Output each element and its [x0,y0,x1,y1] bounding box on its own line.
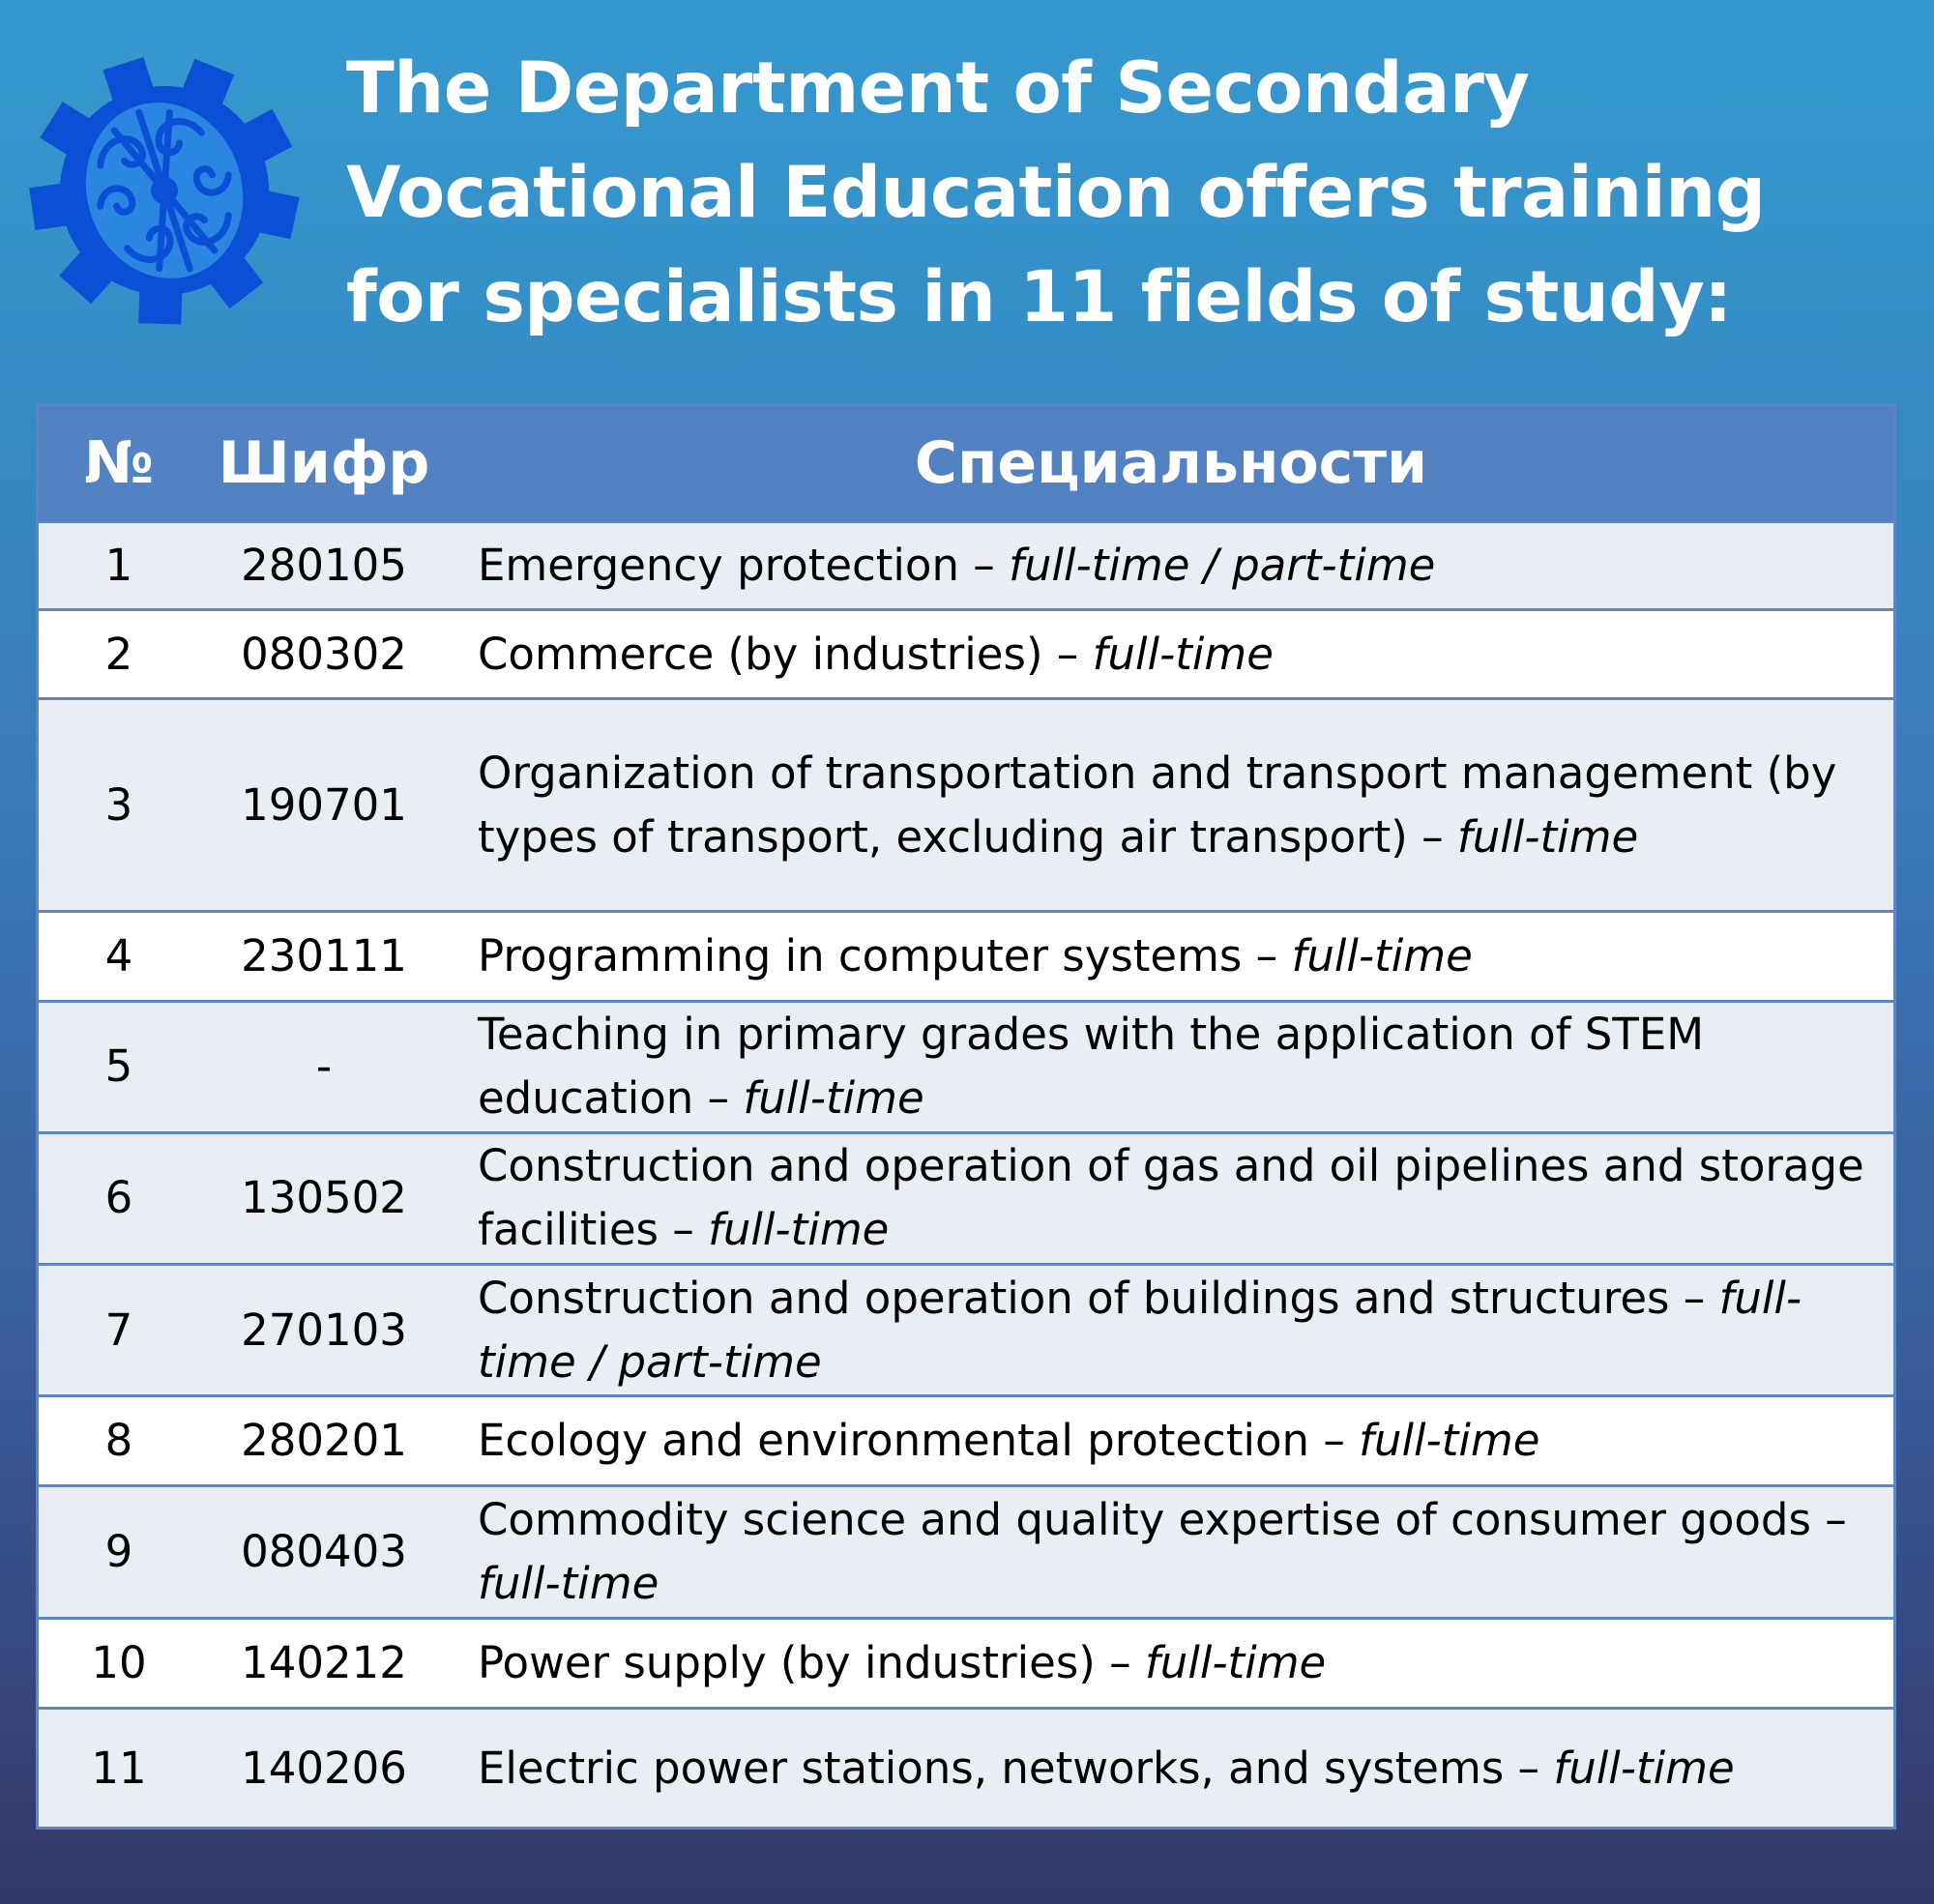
specialty-name: Construction and operation of gas and oil pipelines and storage facilities – [478,1140,1864,1256]
study-mode: full-time [1456,810,1639,863]
row-number: 10 [39,1618,199,1708]
row-code: 190701 [199,699,449,912]
row-code: 270103 [199,1264,449,1395]
row-code: 230111 [199,912,449,1002]
row-number: 3 [39,699,199,912]
row-code: 280201 [199,1396,449,1485]
row-specialty [449,1709,1893,1827]
gear-emblem-icon [29,53,300,329]
header-number: № [39,406,199,522]
page-title: The Department of Secondary Vocational Education offers training for specialists in 11 fields of study: [346,47,1766,338]
row-specialty [449,522,1893,610]
table-row [39,912,1893,1002]
study-mode: full-time [1553,1742,1735,1794]
table-row [39,610,1893,699]
row-number: 5 [39,1002,199,1132]
row-code: 130502 [199,1132,449,1264]
row-specialty [449,1002,1893,1132]
row-specialty [449,699,1893,912]
row-number: 8 [39,1396,199,1485]
specialty-name: Teaching in primary grades with the application of STEM education – [478,1009,1705,1125]
study-mode: full-time [1359,1414,1540,1466]
study-mode: full-time [1092,628,1274,680]
header-specialties: Специальности [449,406,1893,522]
table-row [39,1709,1893,1827]
specialty-name: Electric power stations, networks, and systems – [478,1742,1554,1794]
row-number: 6 [39,1132,199,1264]
study-mode: full-time / part-time [478,1272,1802,1388]
specialty-name: Ecology and environmental protection – [478,1414,1360,1466]
row-number: 2 [39,610,199,699]
row-number: 9 [39,1485,199,1618]
study-mode: full-time [1144,1636,1327,1688]
table-header-row [39,406,1893,522]
table-row [39,1485,1893,1618]
header-code: Шифр [199,406,449,522]
specialty-name: Programming in computer systems – [478,930,1292,982]
specialty-name: Commodity science and quality expertise of consumer goods – [478,1493,1847,1545]
row-code: - [199,1002,449,1132]
table-row [39,1396,1893,1485]
table-row [39,699,1893,912]
table-row [39,1264,1893,1395]
specialty-name: Organization of transportation and transport management (by types of transport, excluding air transport) – [478,747,1837,863]
row-specialty [449,610,1893,699]
row-number: 7 [39,1264,199,1395]
row-specialty [449,1396,1893,1485]
row-code: 280105 [199,522,449,610]
row-specialty [449,1132,1893,1264]
row-specialty [449,1264,1893,1395]
table-row [39,1002,1893,1132]
row-specialty [449,912,1893,1002]
table-row [39,522,1893,610]
study-mode: full-time [1291,930,1473,982]
specialty-name: Emergency protection – [478,540,1010,592]
table-row [39,1618,1893,1708]
specialties-table [36,403,1896,1830]
study-mode: full-time [743,1072,924,1125]
row-number: 11 [39,1709,199,1827]
row-number: 4 [39,912,199,1002]
specialty-name: Commerce (by industries) – [478,628,1093,680]
row-number: 1 [39,522,199,610]
specialty-name: Power supply (by industries) – [478,1636,1145,1688]
study-mode: full-time [708,1204,890,1256]
specialty-name: Construction and operation of buildings and structures – [478,1272,1719,1324]
table-row [39,1132,1893,1264]
study-mode: full-time [478,1557,659,1609]
row-code: 140212 [199,1618,449,1708]
row-specialty [449,1485,1893,1618]
row-code: 080302 [199,610,449,699]
study-mode: full-time / part-time [1009,540,1436,592]
row-code: 140206 [199,1709,449,1827]
row-specialty [449,1618,1893,1708]
row-code: 080403 [199,1485,449,1618]
